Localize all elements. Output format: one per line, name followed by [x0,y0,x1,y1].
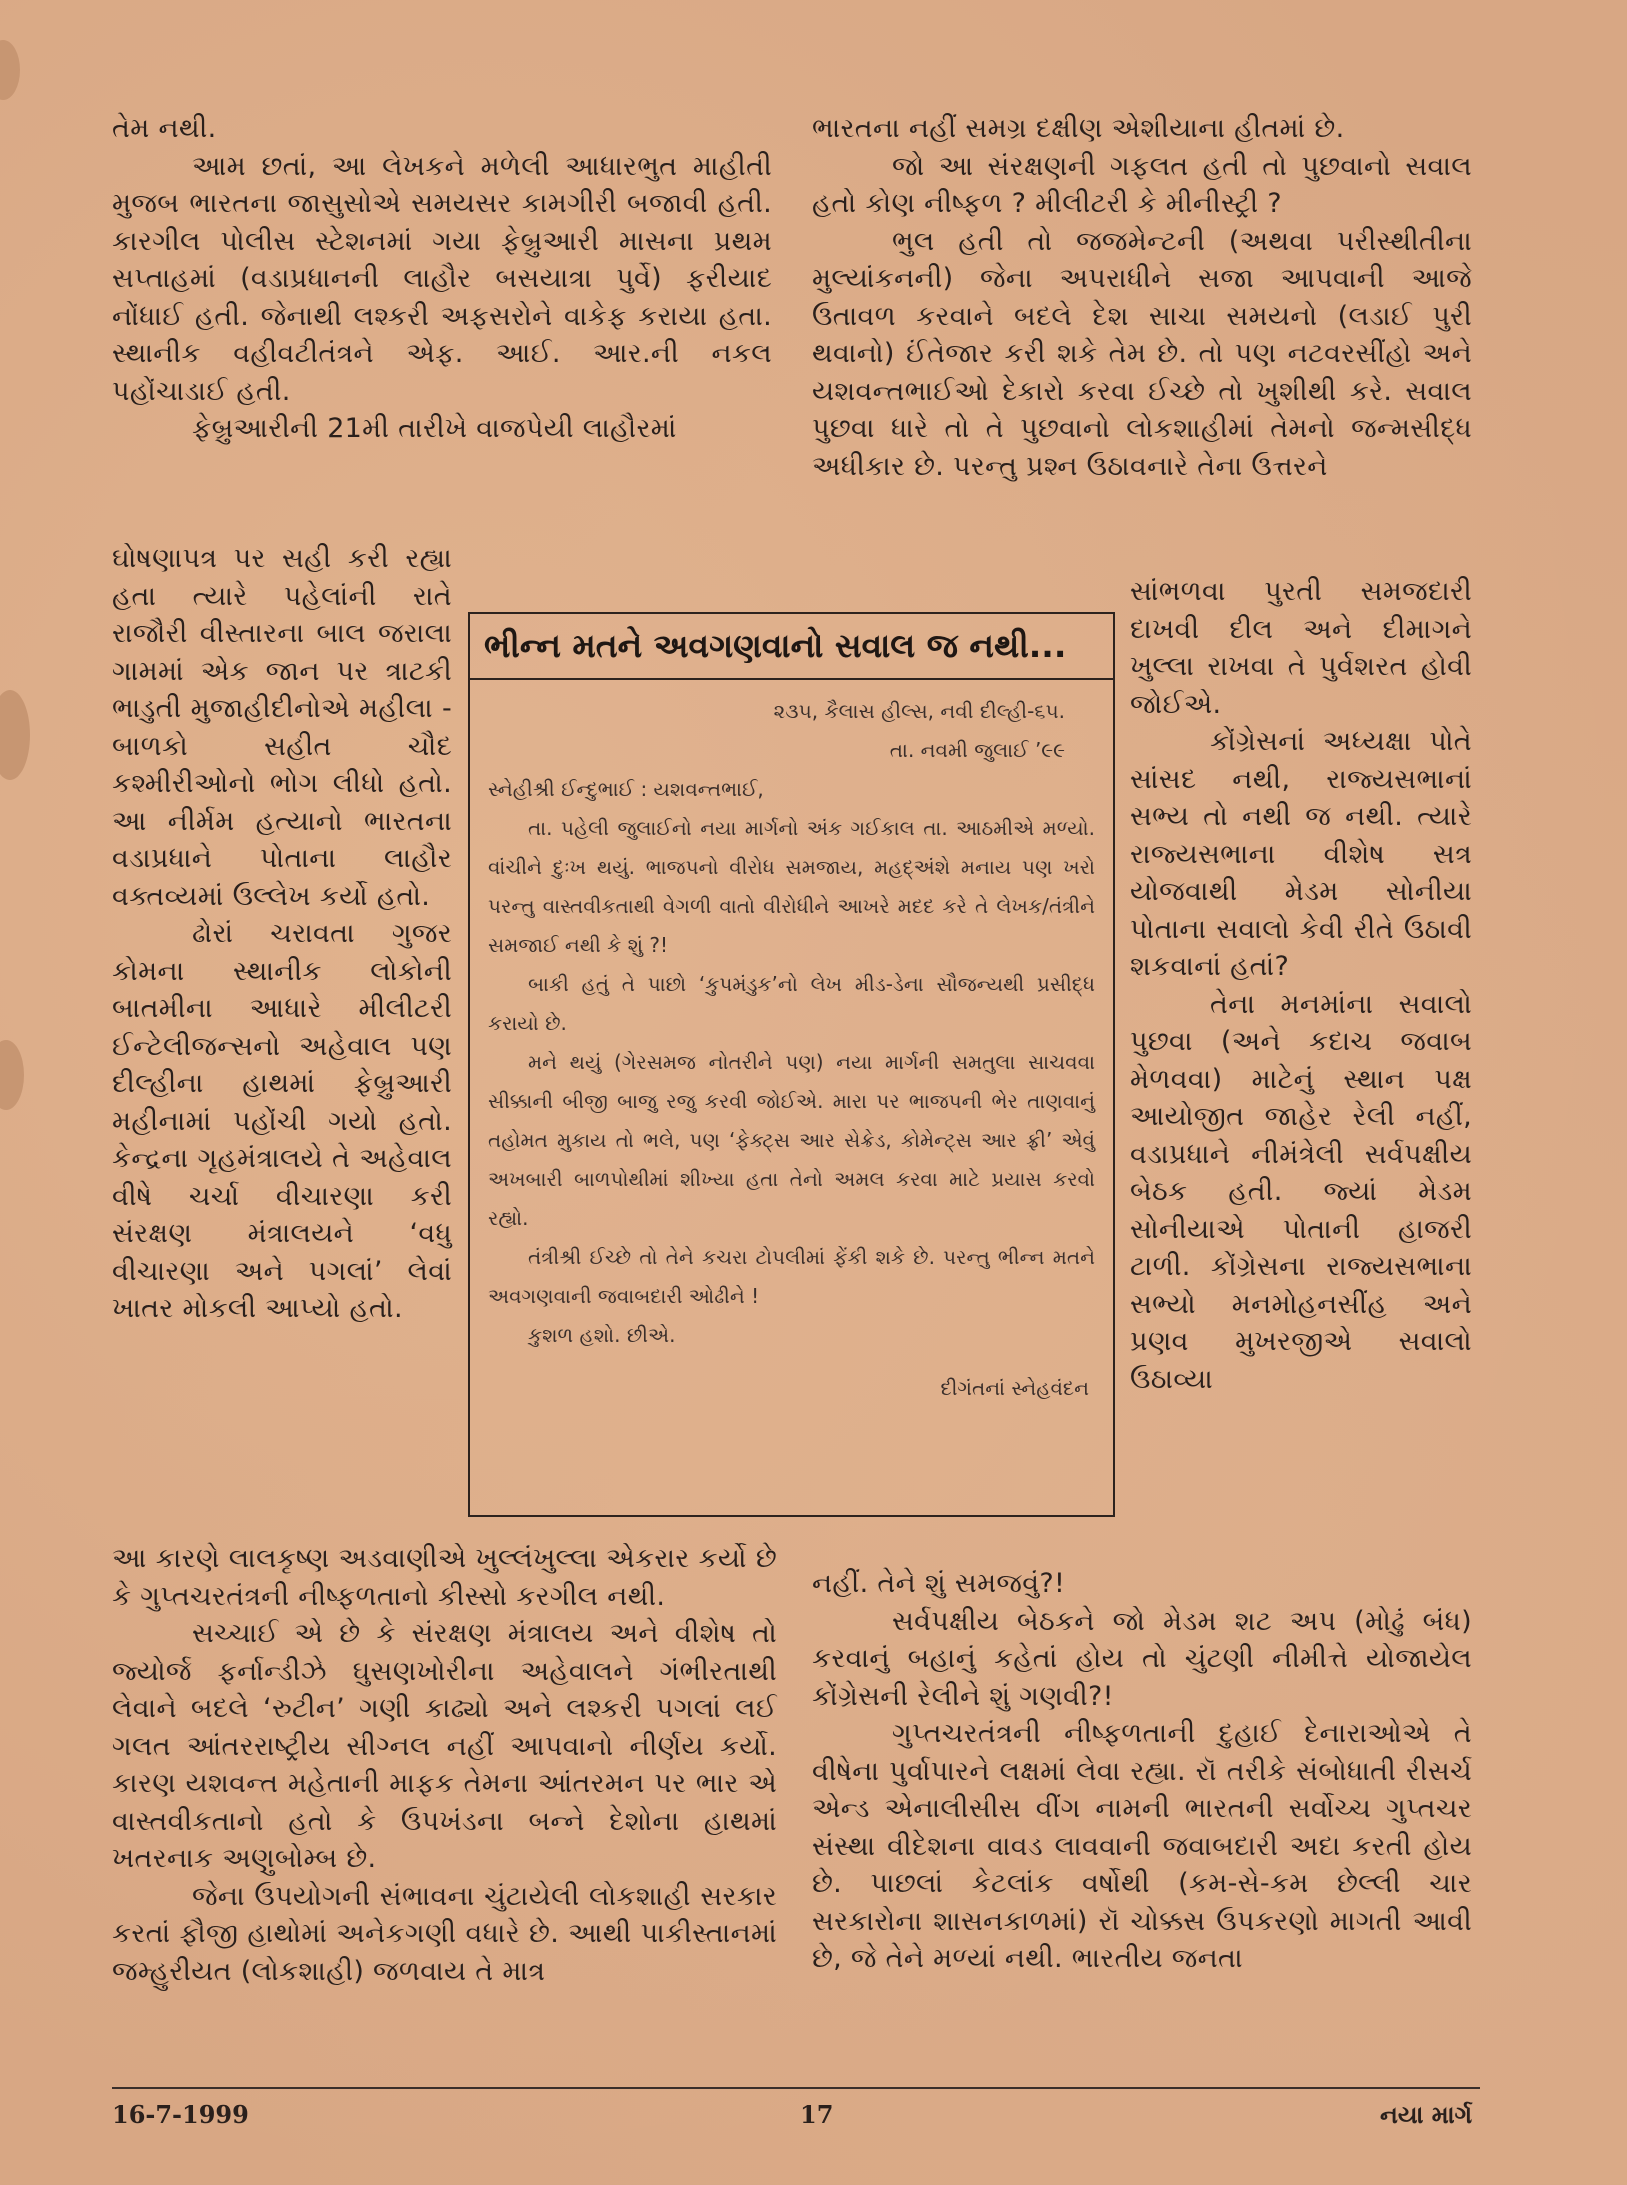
letter-box [468,612,1115,1517]
letter-paragraph: મને થયું (ગેરસમજ નોતરીને પણ) નયા માર્ગની સમતુલા સાચવવા સીક્કાની બીજી બાજુ રજુ કરવી જોઈએ. મારા પર ભાજપની ભેર તાણવાનું તહોમત મુકાય તો ભલે, પણ ‘ફેક્ટ્સ આર સેક્રેડ, કોમેન્ટ્સ આર ફ્રી’ એવું અખબારી બાળપોથીમાં શીખ્યા હતા તેનો અમલ કરવા માટે પ્રયાસ કરવો રહ્યો. [488,1050,1095,1230]
letter-paragraph: તા. પહેલી જુલાઈનો નયા માર્ગનો અંક ગઈકાલ તા. આઠમીએ મળ્યો. વાંચીને દુઃખ થયું. ભાજપનો વીરોધ સમજાય, મહદ્અંશે મનાય પણ ખરો પરન્તુ વાસ્તવીકતાથી વેગળી વાતો વીરોધીને આખરે મદદ કરે તે લેખક/તંત્રીને સમજાઈ નથી કે શું ?! [488,816,1095,957]
paragraph: નહીં. તેને શું સમજવું?! [812,1568,1066,1599]
paragraph: તેમ નથી. [112,113,217,144]
paragraph: સચ્ચાઈ એ છે કે સંરક્ષણ મંત્રાલય અને વીશેષ તો જ્યોર્જ ફર્નાન્ડીઝે ઘુસણખોરીના અહેવાલને ગંભીરતાથી લેવાને બદલે ‘રુટીન’ ગણી કાઢ્યો અને લશ્કરી પગલાં લઈ ગલત આંતરરાષ્ટ્રીય સીગ્નલ નહીં આપવાનો નીર્ણય કર્યો. કારણ યશવન્ત મહેતાની માફક તેમના આંતરમન પર ભાર એ વાસ્તવીકતાનો હતો કે ઉપખંડના બન્ને દેશોના હાથમાં ખતરનાક અણુબોમ્બ છે. [112,1618,777,1874]
paragraph: સર્વપક્ષીય બેઠકને જો મેડમ શટ અપ (મોઢું બંધ) કરવાનું બહાનું કહેતાં હોય તો ચુંટણી નીમીત્તે યોજાયેલ કોંગ્રેસની રેલીને શું ગણવી?! [812,1605,1472,1712]
letter-heading: ભીન્ન મતને અવગણવાનો સવાલ જ નથી... [470,614,1113,680]
paragraph: તેના મનમાંના સવાલો પુછવા (અને કદાચ જવાબ મેળવવા) માટેનું સ્થાન પક્ષ આયોજીત જાહેર રેલી નહીં, વડાપ્રધાને નીમંત્રેલી સર્વપક્ષીય બેઠક હતી. જ્યાં મેડમ સોનીયાએ પોતાની હાજરી ટાળી. કોંગ્રેસના રાજ્યસભાના સભ્યો મનમોહનસીંહ અને પ્રણવ મુખરજીએ સવાલો ઉઠાવ્યા [1130,988,1472,1395]
letter-date: તા. નવમી જુલાઈ ’૯૯ [889,738,1065,762]
paper-tear [0,40,20,100]
paper-tear [0,690,30,780]
letter-paragraph: બાકી હતું તે પાછો ‘કુપમંડુક’નો લેખ મીડ-ડેના સૌજન્યથી પ્રસીદ્ધ કરાયો છે. [488,972,1095,1035]
footer-date: 16-7-1999 [112,2100,249,2129]
paragraph: ઢોરાં ચરાવતા ગુજર કોમના સ્થાનીક લોકોની બાતમીના આધારે મીલીટરી ઈન્ટેલીજન્સનો અહેવાલ પણ દીલ્હીના હાથમાં ફેબ્રુઆરી મહીનામાં પહોંચી ગયો હતો. કેન્દ્રના ગૃહમંત્રાલયે તે અહેવાલ વીષે ચર્ચા વીચારણા કરી સંરક્ષણ મંત્રાલયને ‘વધુ વીચારણા અને પગલાં’ લેવાં ખાતર મોકલી આપ્યો હતો. [112,918,452,1324]
paper-tear [0,1040,24,1110]
paragraph: જેના ઉપયોગની સંભાવના ચુંટાયેલી લોકશાહી સરકાર કરતાં ફૌજી હાથોમાં અનેકગણી વધારે છે. આથી પાકીસ્તાનમાં જમ્હુરીયત (લોકશાહી) જળવાય તે માત્ર [112,1880,777,1987]
paragraph: ભુલ હતી તો જજમેન્ટની (અથવા પરીસ્થીતીના મુલ્યાંકનની) જેના અપરાધીને સજા આપવાની આજે ઉતાવળ કરવાને બદલે દેશ સાચા સમયનો (લડાઈ પુરી થવાનો) ઈંતેજાર કરી શકે તેમ છે. તો પણ નટવરસીંહો અને યશવન્તભાઈઓ દેકારો કરવા ઈચ્છે તો ખુશીથી કરે. સવાલ પુછવા ધારે તો તે પુછવાનો લોકશાહીમાં તેમનો જન્મસીદ્ધ અધીકાર છે. પરન્તુ પ્રશ્ન ઉઠાવનારે તેના ઉત્તરને [812,225,1472,482]
paragraph: ભારતના નહીં સમગ્ર દક્ષીણ એશીયાના હીતમાં છે. [812,113,1345,144]
paragraph: આ કારણે લાલકૃષ્ણ અડવાણીએ ખુલ્લંખુલ્લા એકરાર કર્યો છે કે ગુપ્તચરતંત્રની નીષ્ફળતાનો કીસ્સો કરગીલ નથી. [112,1543,777,1612]
right-column-narrow [1130,573,1472,1398]
left-column-narrow [112,540,452,1328]
letter-paragraph: તંત્રીશ્રી ઈચ્છે તો તેને કચરા ટોપલીમાં ફેંકી શકે છે. પરન્તુ ભીન્ન મતને અવગણવાની જવાબદારી ઓઢીને ! [488,1245,1095,1308]
letter-signature: દીગંતનાં સ્નેહવંદન [940,1376,1089,1400]
paragraph: ફેબ્રુઆરીની 21મી તારીખે વાજપેયી લાહૌરમાં [192,413,677,444]
paragraph: કોંગ્રેસનાં અધ્યક્ષા પોતે સાંસદ નથી, રાજ્યસભાનાં સભ્ય તો નથી જ નથી. ત્યારે રાજ્યસભાના વીશેષ સત્ર યોજવાથી મેડમ સોનીયા પોતાના સવાલો કેવી રીતે ઉઠાવી શકવાનાં હતાં? [1130,726,1472,982]
left-column-top [112,110,772,448]
paragraph: ઘોષણાપત્ર પર સહી કરી રહ્યા હતા ત્યારે પહેલાંની રાતે રાજૌરી વીસ્તારના બાલ જરાલા ગામમાં એક જાન પર ત્રાટકી ભાડુતી મુજાહીદીનોએ મહીલા - બાળકો સહીત ચૌદ કશ્મીરીઓનો ભોગ લીધો હતો. આ નીર્મમ હત્યાનો ભારતના વડાપ્રધાને પોતાના લાહૌર વક્તવ્યમાં ઉલ્લેખ કર્યો હતો. [112,543,452,912]
right-column-bottom [812,1565,1472,1978]
letter-closing: કુશળ હશો. છીએ. [528,1323,676,1347]
paragraph: આમ છતાં, આ લેખકને મળેલી આધારભુત માહીતી મુજબ ભારતના જાસુસોએ સમયસર કામગીરી બજાવી હતી. કારગીલ પોલીસ સ્ટેશનમાં ગયા ફેબ્રુઆરી માસના પ્રથમ સપ્તાહમાં (વડાપ્રધાનની લાહૌર બસયાત્રા પુર્વે) ફરીયાદ નોંધાઈ હતી. જેનાથી લશ્કરી અફસરોને વાકેફ કરાયા હતા. સ્થાનીક વહીવટીતંત્રને એફ. આઈ. આર.ની નકલ પહોંચાડાઈ હતી. [112,150,772,407]
letter-body [470,680,1113,1408]
magazine-name: નયા માર્ગ [1380,2100,1473,2129]
right-column-top [812,110,1472,485]
letter-address: ૨૩૫, કૈલાસ હીલ્સ, નવી દીલ્હી-૬૫. [773,699,1065,723]
paragraph: ગુપ્તચરતંત્રની નીષ્ફળતાની દુહાઈ દેનારાઓએ તે વીષેના પુર્વાપારને લક્ષમાં લેવા રહ્યા. રૉ તરીકે સંબોધાતી રીસર્ચ એન્ડ એનાલીસીસ વીંગ નામની ભારતની સર્વોચ્ચ ગુપ્તચર સંસ્થા વીદેશના વાવડ લાવવાની જવાબદારી અદા કરતી હોય છે. પાછલાં કેટલાંક વર્ષોથી (કમ-સે-કમ છેલ્લી ચાર સરકારોના શાસનકાળમાં) રૉ ચોક્કસ ઉપકરણો માગતી આવી છે, જે તેને મળ્યાં નથી. ભારતીય જનતા [812,1718,1472,1974]
page-number: 17 [800,2100,834,2129]
paragraph: સાંભળવા પુરતી સમજદારી દાખવી દીલ અને દીમાગને ખુલ્લા રાખવા તે પુર્વશરત હોવી જોઈએ. [1130,576,1472,720]
letter-salutation: સ્નેહીશ્રી ઈન્દુભાઈ : યશવન્તભાઈ, [488,777,764,801]
left-column-bottom [112,1540,777,1990]
paragraph: જો આ સંરક્ષણની ગફલત હતી તો પુછવાનો સવાલ હતો કોણ નીષ્ફળ ? મીલીટરી કે મીનીસ્ટ્રી ? [812,150,1472,219]
footer-divider [112,2087,1480,2089]
